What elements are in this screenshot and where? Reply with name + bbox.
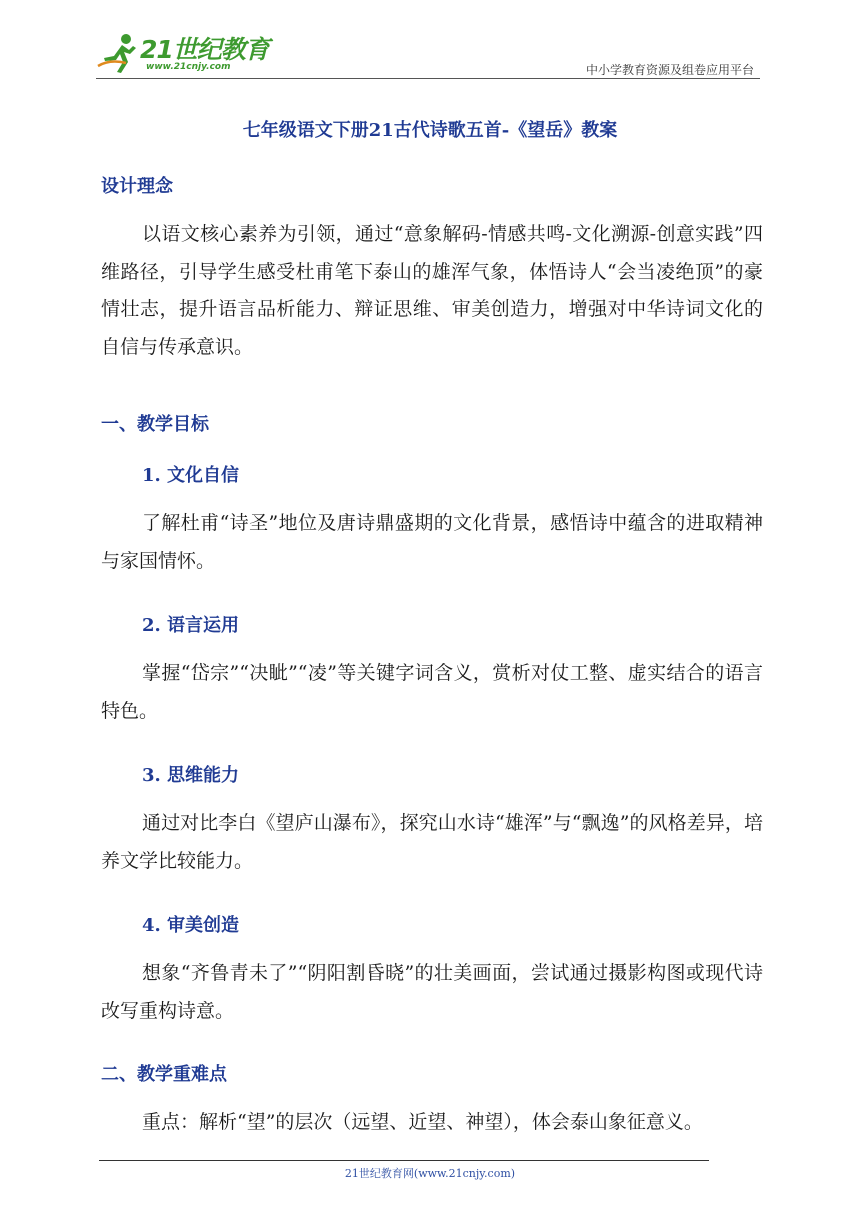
objective-text: 想象“齐鲁青未了”“阴阳割昏晓”的壮美画面，尝试通过摄影构图或现代诗改写重构诗意。: [101, 962, 763, 1022]
objective-text: 通过对比李白《望庐山瀑布》，探究山水诗“雄浑”与“飘逸”的风格差异，培养文学比较能力。: [101, 812, 763, 872]
runner-icon: [96, 32, 142, 74]
objective-title: 3. 思维能力: [142, 765, 240, 786]
logo-text: 21世纪教育: [140, 35, 269, 64]
section-heading-objectives: 一、教学目标: [101, 414, 209, 435]
platform-name: 中小学教育资源及组卷应用平台: [585, 63, 754, 77]
section-heading-concept: 设计理念: [101, 176, 173, 197]
section-heading-key-points: 二、教学重难点: [101, 1064, 227, 1085]
objective-title: 1. 文化自信: [142, 465, 240, 486]
footer-link[interactable]: 21世纪教育网(www.21cnjy.com): [344, 1167, 516, 1180]
logo-url: www.21cnjy.com: [146, 62, 231, 72]
concept-paragraph: 以语文核心素养为引领，通过“意象解码-情感共鸣-文化溯源-创意实践”四维路径，引导学生感受杜甫笔下泰山的雄浑气象，体悟诗人“会当凌绝顶”的豪情壮志，提升语言品析能力、辩证思维、审美创造力，增强对中华诗词文化的自信与传承意识。: [101, 223, 763, 358]
objective-title: 2. 语言运用: [142, 615, 240, 636]
objective-text: 掌握“岱宗”“决眦”“凌”等关键字词含义，赏析对仗工整、虚实结合的语言特色。: [101, 662, 763, 722]
objective-text: 了解杜甫“诗圣”地位及唐诗鼎盛期的文化背景，感悟诗中蕴含的进取精神与家国情怀。: [101, 512, 763, 572]
key-points-paragraph: 重点：解析“望”的层次（远望、近望、神望），体会泰山象征意义。: [142, 1111, 703, 1133]
header-divider: [96, 78, 760, 79]
page-header: [96, 28, 760, 80]
footer-divider: [99, 1160, 709, 1161]
document-title: 七年级语文下册21古代诗歌五首-《望岳》教案: [242, 120, 618, 141]
objective-title: 4. 审美创造: [142, 915, 240, 936]
site-logo[interactable]: [96, 28, 269, 76]
